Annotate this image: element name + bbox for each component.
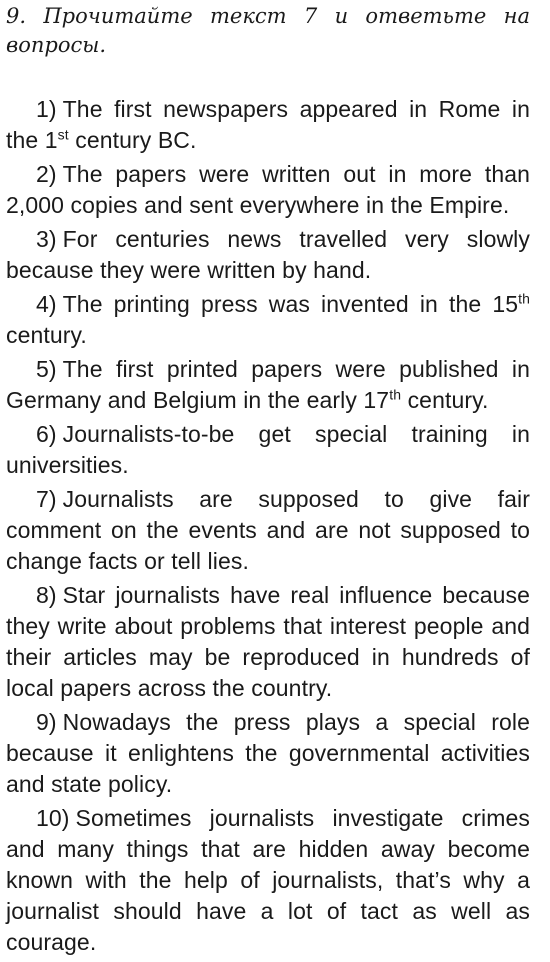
- statement-number: 1): [36, 96, 57, 122]
- statement-number: 10): [36, 805, 70, 831]
- statement-text: Star journalists have real influence because they write about problems that interest people and their articles may be reproduced in hundreds of local papers across the country.: [6, 582, 530, 701]
- statement-text-end: century.: [401, 387, 489, 413]
- statement-number: 5): [36, 356, 57, 382]
- statement-item: [6, 224, 530, 286]
- statement-text: The papers were written out in more than 2,000 copies and sent everywhere in the Empire.: [6, 161, 530, 218]
- statement-text: Nowadays the press plays a special role because it enlightens the governmental activities and state policy.: [6, 709, 530, 797]
- statement-text: Sometimes journalists investigate crimes and many things that are hidden away become known with the help of journalists, that’s why a journalist should have a lot of tact as well as courage.: [6, 805, 530, 955]
- statement-number: 3): [36, 226, 57, 252]
- statement-number: 9): [36, 709, 57, 735]
- statement-text: The first newspapers appeared in Rome in the 1: [6, 96, 530, 153]
- exercise-title-line1: 9. Прочитайте текст 7 и ответьте на: [6, 4, 530, 28]
- statement-text-end: century BC.: [68, 127, 197, 153]
- statement-item: [6, 484, 530, 577]
- statement-list: [6, 94, 530, 958]
- statement-item: [6, 707, 530, 800]
- statement-item: [6, 289, 530, 351]
- statement-number: 4): [36, 291, 57, 317]
- statement-text: For centuries news travelled very slowly because they were written by hand.: [6, 226, 530, 283]
- statement-number: 2): [36, 161, 57, 187]
- statement-item: [6, 354, 530, 416]
- statement-text: Journalists are supposed to give fair comment on the events and are not supposed to change facts or tell lies.: [6, 486, 530, 574]
- statement-text: The first printed papers were published in Germany and Belgium in the early 17: [6, 356, 530, 413]
- statement-item: [6, 94, 530, 156]
- ordinal-suffix: th: [518, 290, 530, 307]
- exercise-title-line2: вопросы.: [6, 33, 107, 57]
- document-page: [6, 0, 530, 961]
- statement-item: [6, 159, 530, 221]
- statement-text: Journalists-to-be get special training in universities.: [6, 421, 530, 478]
- statement-item: [6, 419, 530, 481]
- statement-number: 7): [36, 486, 57, 512]
- exercise-title: [6, 2, 530, 60]
- statement-number: 8): [36, 582, 57, 608]
- statement-text: The printing press was invented in the 15: [62, 291, 519, 317]
- ordinal-suffix: st: [57, 126, 69, 143]
- statement-number: 6): [36, 421, 57, 447]
- statement-text-end: century.: [6, 322, 87, 348]
- statement-item: [6, 580, 530, 704]
- statement-item: [6, 803, 530, 958]
- ordinal-suffix: th: [389, 386, 402, 403]
